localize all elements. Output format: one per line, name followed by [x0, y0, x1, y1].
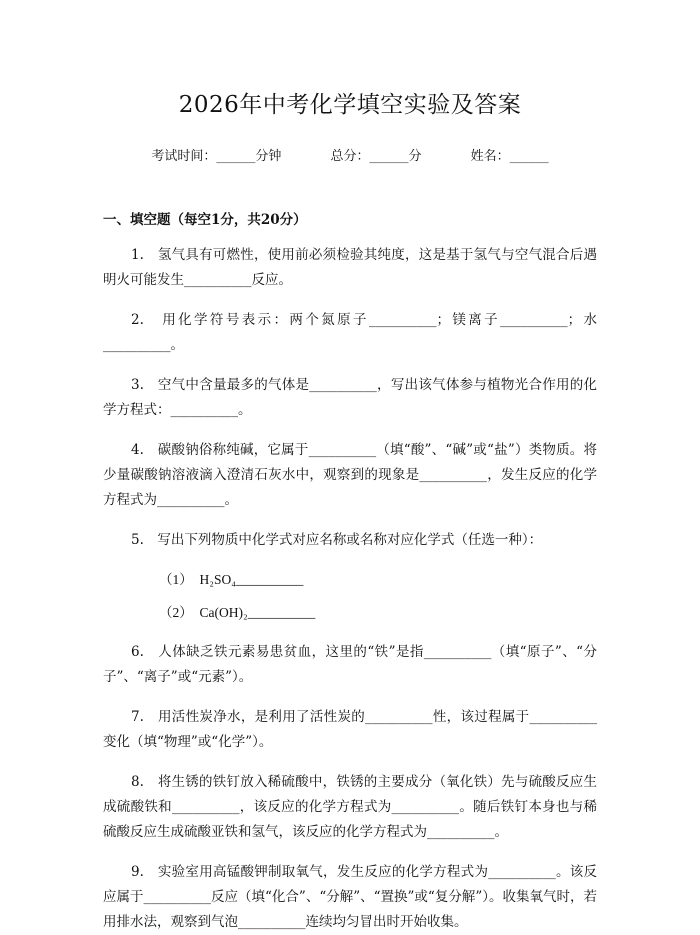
- question-9: 9. 实验室用高锰酸钾制取氧气，发生反应的化学方程式为__________。该反应属于__________反应（填“化合”、“分解”、“置换”或“复分解”）。收集氧气时，若用排水法，观察到气泡__________连续均匀冒出时开始收集。: [103, 863, 597, 930]
- question-5-part-2: （2） Ca(OH)₂__________: [159, 604, 316, 620]
- question-4: 4. 碳酸钠俗称纯碱，它属于__________（填“酸”、“碱”或“盐”）类物质。将少量碳酸钠溶液滴入澄清石灰水中，观察到的现象是__________，发生反应的化学方程式为__________。: [103, 442, 597, 508]
- exam-score: 总分：______分: [330, 149, 422, 164]
- question-2: 2. 用化学符号表示：两个氮原子__________；镁离子__________；水__________。: [103, 312, 597, 353]
- exam-name: 姓名：______: [470, 149, 549, 164]
- exam-time: 考试时间：______分钟: [151, 149, 282, 164]
- section-heading: 一、填空题（每空1分，共20分）: [103, 212, 307, 228]
- exam-meta: [103, 145, 597, 164]
- question-5-part-1: （1） H₂SO₄__________: [159, 571, 304, 587]
- question-3: 3. 空气中含量最多的气体是__________，写出该气体参与植物光合作用的化学方程式：__________。: [103, 377, 597, 418]
- question-7: 7. 用活性炭净水，是利用了活性炭的__________性，该过程属于__________变化（填“物理”或“化学”）。: [103, 708, 597, 750]
- question-6: 6. 人体缺乏铁元素易患贫血，这里的“铁”是指__________（填“原子”、“分子”、“离子”或“元素”）。: [103, 643, 597, 685]
- question-8: 8. 将生锈的铁钉放入稀硫酸中，铁锈的主要成分（氧化铁）先与硫酸反应生成硫酸铁和__________，该反应的化学方程式为__________。随后铁钉本身也与稀硫酸反应生成硫酸亚铁和氢气，该反应的化学方程式为__________。: [103, 773, 597, 840]
- question-1: 1. 氢气具有可燃性，使用前必须检验其纯度，这是基于氢气与空气混合后遇明火可能发生__________反应。: [103, 247, 597, 288]
- page-title: 2026年中考化学填空实验及答案: [178, 92, 522, 118]
- question-5: 5. 写出下列物质中化学式对应名称或名称对应化学式（任选一种）：: [131, 532, 543, 548]
